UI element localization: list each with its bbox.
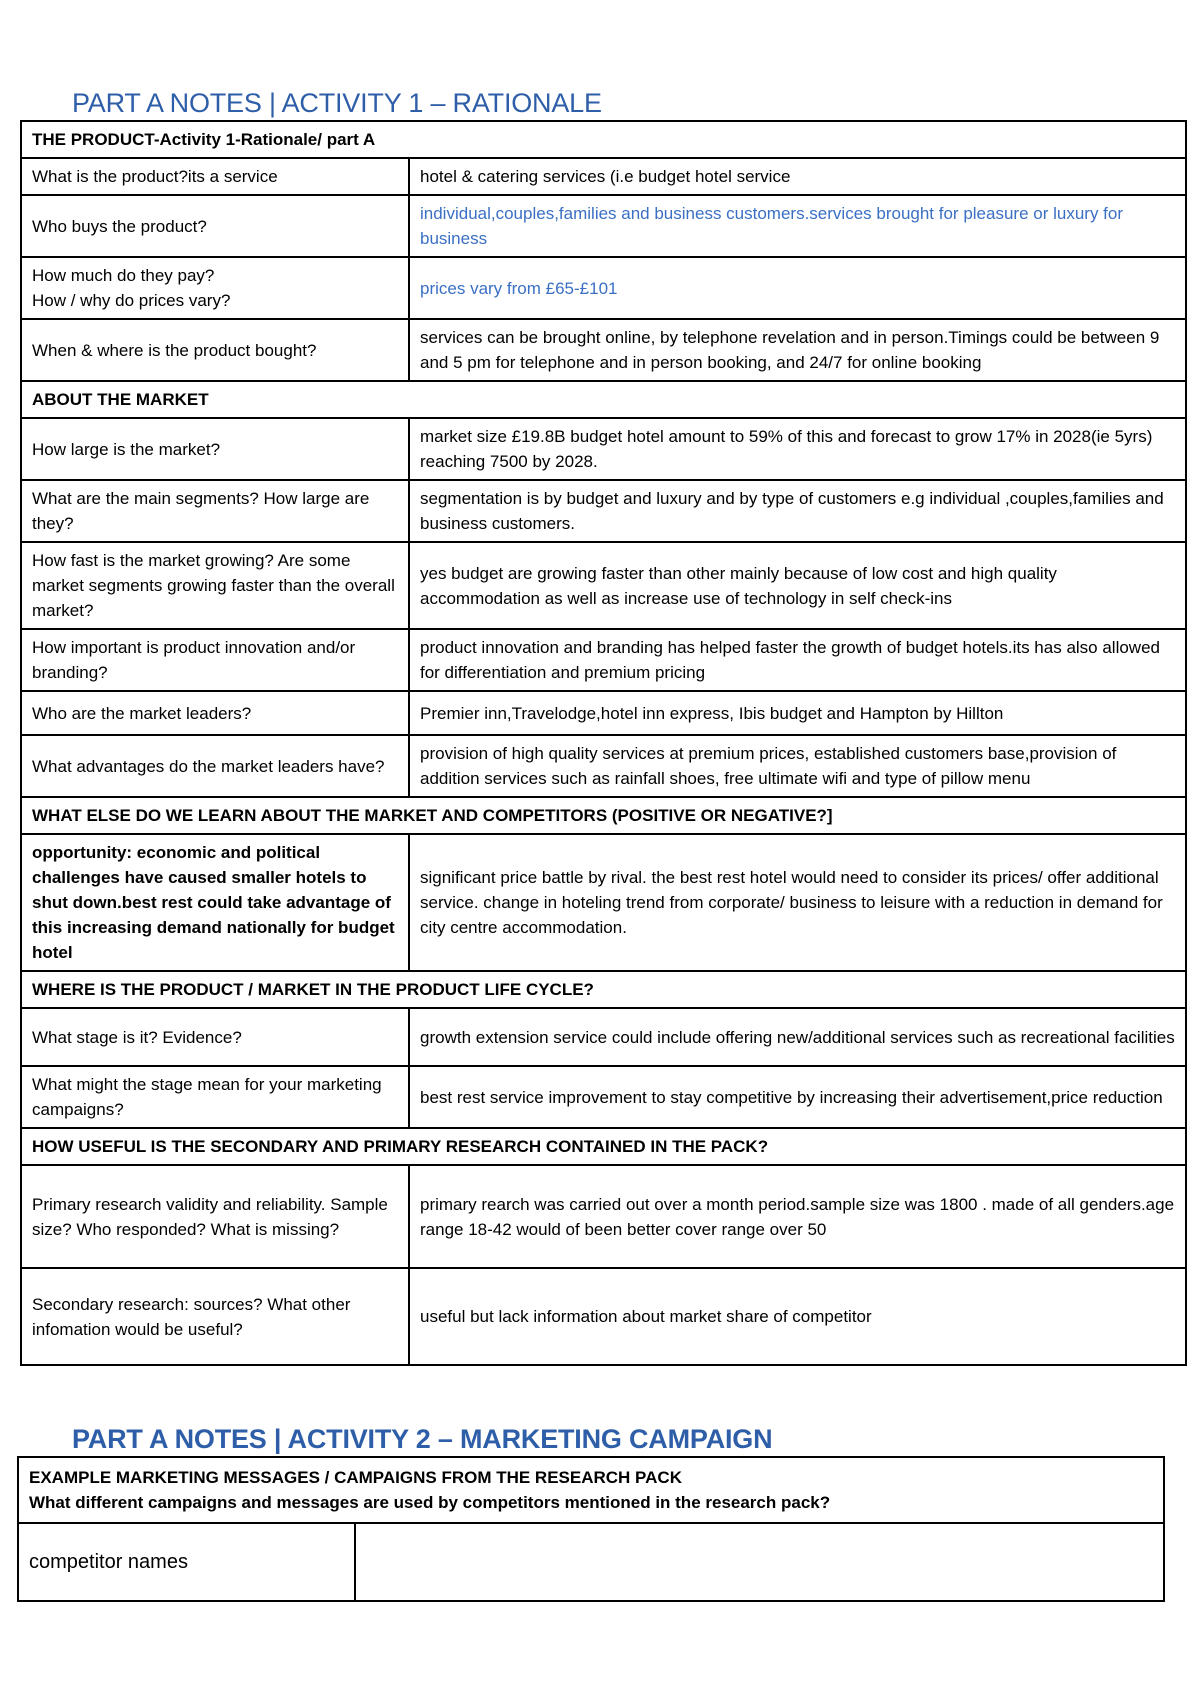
table-row bbox=[21, 480, 1186, 542]
answer-cell: segmentation is by budget and luxury and by type of customers e.g individual ,couples,families and business customers. bbox=[409, 480, 1186, 542]
activity2-heading: PART A NOTES | ACTIVITY 2 – MARKETING CAMPAIGN bbox=[72, 1424, 773, 1454]
section-header-row bbox=[21, 971, 1186, 1008]
answer-cell: provision of high quality services at premium prices, established customers base,provision of addition services such as rainfall shoes, free ultimate wifi and type of pillow menu bbox=[409, 735, 1186, 797]
section-header-row bbox=[21, 797, 1186, 834]
competitors-section-header: WHAT ELSE DO WE LEARN ABOUT THE MARKET AND COMPETITORS (POSITIVE OR NEGATIVE?] bbox=[21, 797, 1186, 834]
table-row bbox=[21, 418, 1186, 480]
question-cell bbox=[21, 257, 409, 319]
table-row bbox=[21, 257, 1186, 319]
section-header-row bbox=[21, 121, 1186, 158]
table-row bbox=[21, 195, 1186, 257]
competitor-label-cell: competitor names bbox=[18, 1523, 355, 1601]
answer-cell: best rest service improvement to stay competitive by increasing their advertisement,price reduction bbox=[409, 1066, 1186, 1128]
question-cell: What are the main segments? How large are they? bbox=[21, 480, 409, 542]
rationale-table bbox=[20, 120, 1187, 1366]
campaign-table bbox=[17, 1456, 1165, 1602]
answer-cell: primary rearch was carried out over a month period.sample size was 1800 . made of all genders.age range 18-42 would of been better cover range over 50 bbox=[409, 1165, 1186, 1268]
answer-cell: growth extension service could include offering new/additional services such as recreational facilities bbox=[409, 1008, 1186, 1066]
answer-cell: yes budget are growing faster than other mainly because of low cost and high quality accommodation as well as increase use of technology in self check-ins bbox=[409, 542, 1186, 629]
threat-cell: significant price battle by rival. the best rest hotel would need to consider its prices/ offer additional service. change in hoteling trend from corporate/ business to leisure with a reduction in demand for city centre accommodation. bbox=[409, 834, 1186, 971]
answer-cell: individual,couples,families and business customers.services brought for pleasure or luxury for business bbox=[409, 195, 1186, 257]
question-line: How / why do prices vary? bbox=[32, 291, 231, 310]
question-cell: What advantages do the market leaders have? bbox=[21, 735, 409, 797]
question-cell: How large is the market? bbox=[21, 418, 409, 480]
table-row bbox=[21, 1066, 1186, 1128]
answer-cell: hotel & catering services (i.e budget hotel service bbox=[409, 158, 1186, 195]
answer-cell: Premier inn,Travelodge,hotel inn express, Ibis budget and Hampton by Hillton bbox=[409, 691, 1186, 735]
answer-cell: market size £19.8B budget hotel amount to 59% of this and forecast to grow 17% in 2028(ie 5yrs) reaching 7500 by 2028. bbox=[409, 418, 1186, 480]
section-header-row bbox=[18, 1457, 1164, 1523]
table-row bbox=[21, 735, 1186, 797]
section-header-row bbox=[21, 1128, 1186, 1165]
table-row bbox=[18, 1523, 1164, 1601]
question-cell: What is the product?its a service bbox=[21, 158, 409, 195]
section-header-row bbox=[21, 381, 1186, 418]
market-section-header: ABOUT THE MARKET bbox=[21, 381, 1186, 418]
table-row bbox=[21, 834, 1186, 971]
table-row bbox=[21, 158, 1186, 195]
answer-cell: services can be brought online, by telephone revelation and in person.Timings could be between 9 and 5 pm for telephone and in person booking, and 24/7 for online booking bbox=[409, 319, 1186, 381]
table-row bbox=[21, 629, 1186, 691]
campaign-header-line: What different campaigns and messages are used by competitors mentioned in the research pack? bbox=[29, 1493, 831, 1512]
question-line: How much do they pay? bbox=[32, 266, 215, 285]
question-cell: How fast is the market growing? Are some market segments growing faster than the overall market? bbox=[21, 542, 409, 629]
campaign-section-header bbox=[18, 1457, 1164, 1523]
table-row bbox=[21, 542, 1186, 629]
activity1-heading: PART A NOTES | ACTIVITY 1 – RATIONALE bbox=[72, 88, 602, 118]
table-row bbox=[21, 1165, 1186, 1268]
campaign-header-line: EXAMPLE MARKETING MESSAGES / CAMPAIGNS FROM THE RESEARCH PACK bbox=[29, 1468, 682, 1487]
question-cell: Secondary research: sources? What other infomation would be useful? bbox=[21, 1268, 409, 1365]
question-cell: Primary research validity and reliability. Sample size? Who responded? What is missing? bbox=[21, 1165, 409, 1268]
answer-cell: useful but lack information about market share of competitor bbox=[409, 1268, 1186, 1365]
opportunity-cell: opportunity: economic and political challenges have caused smaller hotels to shut down.best rest could take advantage of this increasing demand nationally for budget hotel bbox=[21, 834, 409, 971]
question-cell: Who are the market leaders? bbox=[21, 691, 409, 735]
answer-cell: product innovation and branding has helped faster the growth of budget hotels.its has also allowed for differentiation and premium pricing bbox=[409, 629, 1186, 691]
research-section-header: HOW USEFUL IS THE SECONDARY AND PRIMARY RESEARCH CONTAINED IN THE PACK? bbox=[21, 1128, 1186, 1165]
question-cell: How important is product innovation and/or branding? bbox=[21, 629, 409, 691]
table-row bbox=[21, 1268, 1186, 1365]
question-cell: What stage is it? Evidence? bbox=[21, 1008, 409, 1066]
question-cell: What might the stage mean for your marketing campaigns? bbox=[21, 1066, 409, 1128]
answer-cell: prices vary from £65-£101 bbox=[409, 257, 1186, 319]
table-row bbox=[21, 319, 1186, 381]
product-section-header: THE PRODUCT-Activity 1-Rationale/ part A bbox=[21, 121, 1186, 158]
table-row bbox=[21, 1008, 1186, 1066]
question-cell: When & where is the product bought? bbox=[21, 319, 409, 381]
competitor-value-cell bbox=[355, 1523, 1164, 1601]
lifecycle-section-header: WHERE IS THE PRODUCT / MARKET IN THE PRODUCT LIFE CYCLE? bbox=[21, 971, 1186, 1008]
table-row bbox=[21, 691, 1186, 735]
question-cell: Who buys the product? bbox=[21, 195, 409, 257]
